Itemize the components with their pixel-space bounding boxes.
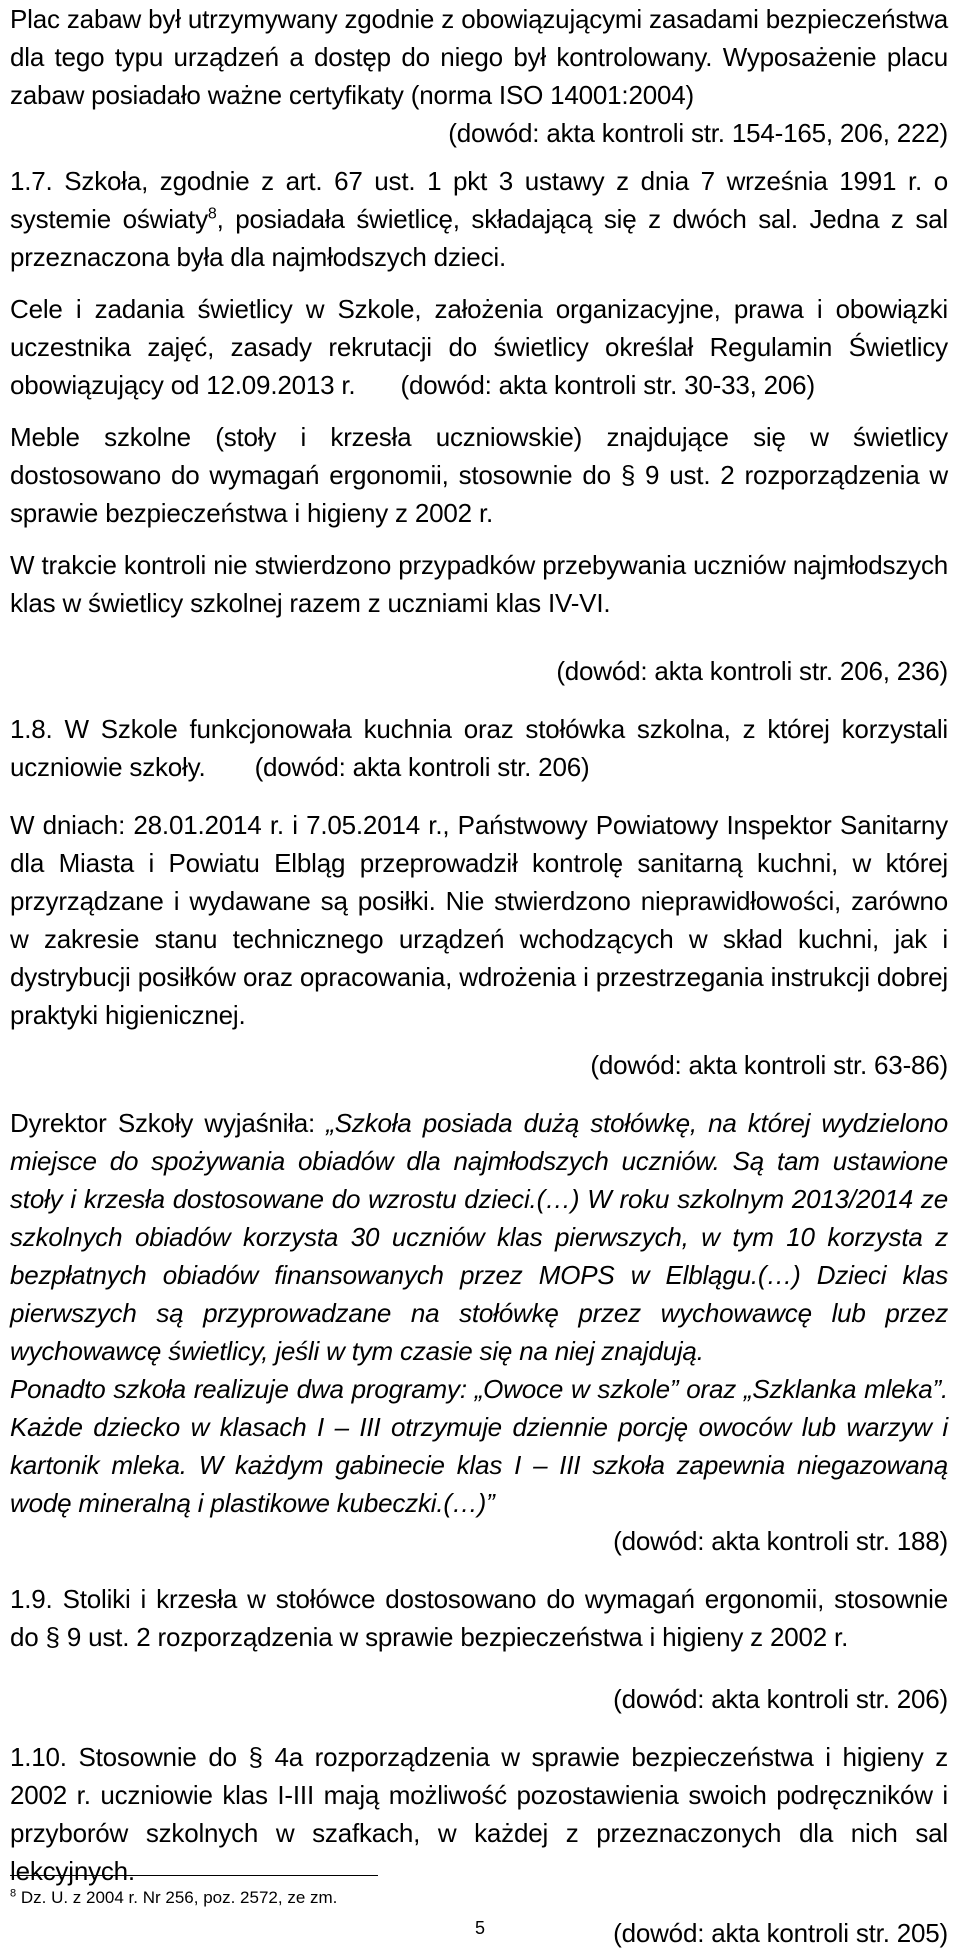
- paragraph-furniture: Meble szkolne (stoły i krzesła uczniowskie) znajdujące się w świetlicy dostosowano do wymagań ergonomii, stosownie do § 9 ust. 2 rozporządzenia w sprawie bezpieczeństwa i higieny z 2002 r.: [10, 422, 948, 528]
- quoted-explanation-continued: Ponadto szkoła realizuje dwa programy: „Owoce w szkole” oraz „Szklanka mleka”. Każde dziecko w klasach I – III otrzymuje dziennie porcję owoców lub warzyw i kartonik mleka. W każdym gabinecie klas I – III szkoła zapewnia niegazowaną wodę mineralną i plastikowe kubeczki.(…)”: [10, 1374, 948, 1518]
- footnote-reference: 8: [207, 205, 217, 223]
- paragraph-youngest-pupils: W trakcie kontroli nie stwierdzono przypadków przebywania uczniów najmłodszych klas w świetlicy szkolnej razem z uczniami klas IV-VI.: [10, 550, 948, 618]
- page-number: 5: [474, 1918, 485, 1938]
- evidence-reference: (dowód: akta kontroli str. 205): [613, 1918, 948, 1948]
- evidence-reference: (dowód: akta kontroli str. 30-33, 206): [400, 370, 815, 400]
- paragraph-director-explanation: [10, 1104, 948, 1370]
- paragraph-playground: [10, 0, 948, 114]
- paragraph-canteen-furniture: 1.9. Stoliki i krzesła w stołówce dostosowano do wymagań ergonomii, stosownie do § 9 ust. 2 rozporządzenia w sprawie bezpieczeństwa i higieny z 2002 r.: [10, 1584, 948, 1652]
- evidence-reference: (dowód: akta kontroli str. 206, 236): [556, 656, 948, 686]
- paragraph-common-room: [10, 162, 948, 276]
- paragraph-canteen: [10, 710, 948, 786]
- paragraph-text: , posiadała świetlicę, składającą się z dwóch sal. Jedna z sal przeznaczona była dla najmłodszych dzieci.: [10, 204, 948, 272]
- footnote-mark: 8: [10, 1887, 17, 1900]
- evidence-reference: (dowód: akta kontroli str. 154-165, 206, 222): [448, 118, 948, 148]
- footnote-divider: [10, 1875, 378, 1876]
- evidence-reference: (dowód: akta kontroli str. 206): [613, 1684, 948, 1714]
- body-text: [10, 0, 948, 1952]
- paragraph-sanitary-inspection: W dniach: 28.01.2014 r. i 7.05.2014 r., Państwowy Powiatowy Inspektor Sanitarny dla Miasta i Powiatu Elbląg przeprowadził kontrolę sanitarną kuchni, w której przyrządzane i wydawane są posiłki. Nie stwierdzono nieprawidłowości, zarówno w zakresie stanu technicznego urządzeń wchodzących w skład kuchni, jak i dystrybucji posiłków oraz opracowania, wdrożenia i przestrzegania instrukcji dobrej praktyki higienicznej.: [10, 810, 948, 1030]
- paragraph-text: Dyrektor Szkoły wyjaśniła:: [10, 1108, 327, 1138]
- footnote-text: Dz. U. z 2004 r. Nr 256, poz. 2572, ze zm.: [16, 1888, 338, 1907]
- paragraph-text: 1.7. Szkoła, zgodnie z art. 67 ust. 1 pkt 3 ustawy z dnia 7 września 1991 r. o systemie oświaty: [10, 166, 948, 234]
- footnote: [10, 1887, 337, 1909]
- paragraph-text: 1.8. W Szkole funkcjonowała kuchnia oraz stołówka szkolna, z której korzystali uczniowie szkoły.: [10, 714, 948, 782]
- evidence-reference: (dowód: akta kontroli str. 63-86): [590, 1050, 948, 1080]
- paragraph-text: Plac zabaw był utrzymywany zgodnie z obowiązującymi zasadami bezpieczeństwa dla tego typu urządzeń a dostęp do niego był kontrolowany. Wyposażenie placu zabaw posiadało ważne certyfikaty (norma ISO 14001:2004): [10, 4, 948, 110]
- paragraph-text: Cele i zadania świetlicy w Szkole, założenia organizacyjne, prawa i obowiązki uczestnika zajęć, zasady rekrutacji do świetlicy określał Regulamin Świetlicy obowiązujący od 12.09.2013 r.: [10, 294, 948, 400]
- quoted-explanation: „Szkoła posiada dużą stołówkę, na której wydzielono miejsce do spożywania obiadów dla najmłodszych uczniów. Są tam ustawione stoły i krzesła dostosowane do wzrostu dzieci.(…) W roku szkolnym 2013/2014 ze szkolnych obiadów korzysta 30 uczniów klas pierwszych, w tym 10 korzysta z bezpłatnych obiadów finansowanych przez MOPS w Elblągu.(…) Dzieci klas pierwszych są przyprowadzane na stołówkę przez wychowawcę lub przez wychowawcę świetlicy, jeśli w tym czasie się na niej znajdują.: [10, 1108, 948, 1366]
- evidence-reference: (dowód: akta kontroli str. 206): [254, 752, 590, 782]
- paragraph-lockers: 1.10. Stosownie do § 4a rozporządzenia w sprawie bezpieczeństwa i higieny z 2002 r. uczniowie klas I-III mają możliwość pozostawienia swoich podręczników i przyborów szkolnych w szafkach, w każdej z przeznaczonych dla nich sal lekcyjnych.: [10, 1742, 948, 1886]
- paragraph-common-room-rules: [10, 290, 948, 404]
- evidence-reference: (dowód: akta kontroli str. 188): [613, 1526, 948, 1556]
